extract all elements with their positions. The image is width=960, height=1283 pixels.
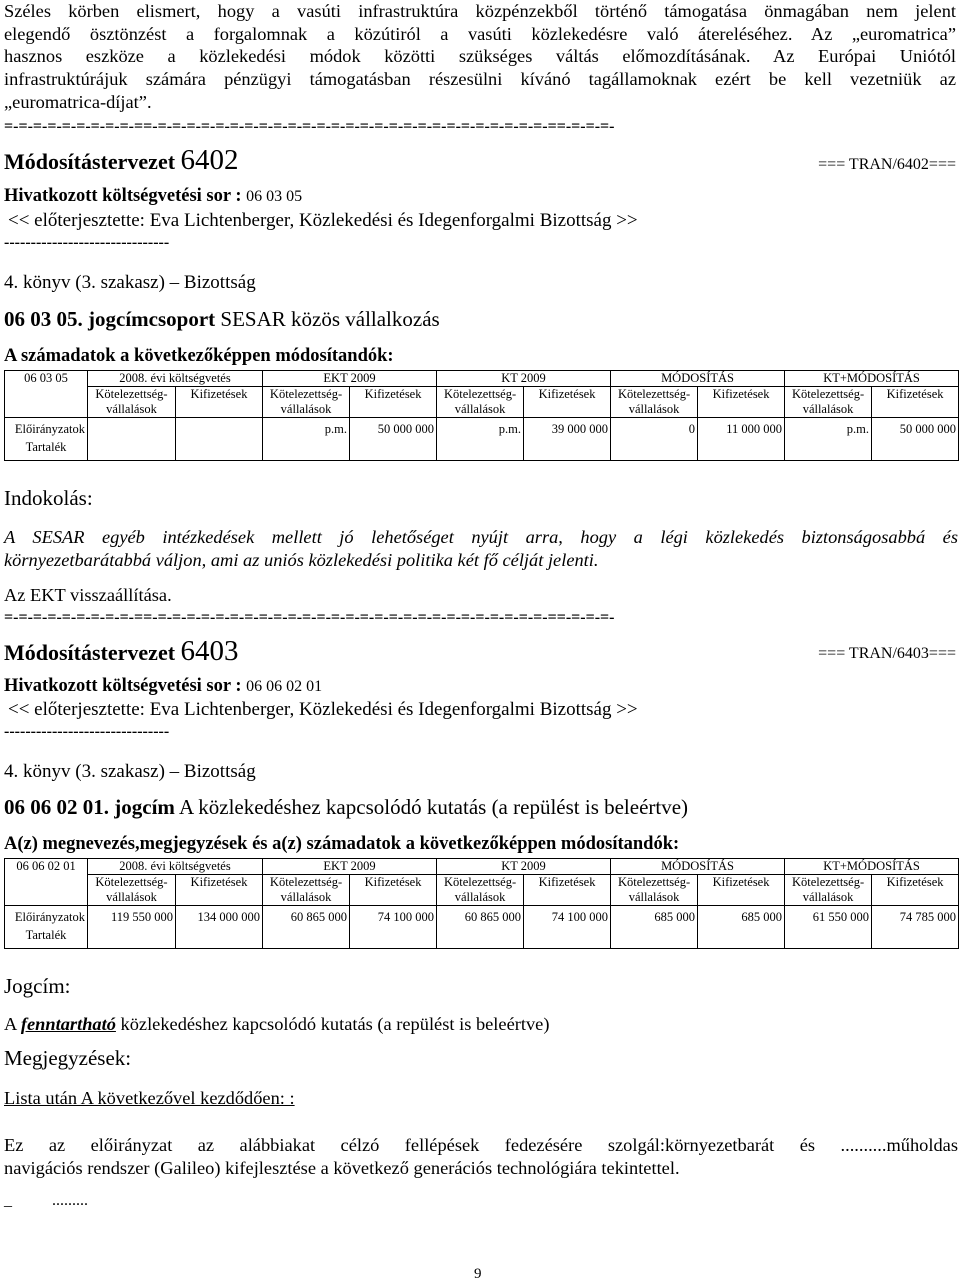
- intro-line: Széles körben elismert, hogy a vasúti infrastruktúra közpénzekből történő támogatása önmagában nem jelent: [4, 1, 956, 21]
- submitted-by: << előterjesztette: Eva Lichtenberger, Közlekedési és Idegenforgalmi Bizottság >>: [8, 210, 638, 231]
- col-kt-2009: KT 2009: [437, 371, 611, 387]
- dash-line: -------------------------------: [4, 234, 170, 251]
- justification-heading: Indokolás:: [4, 486, 93, 510]
- col-kt-plus-modification: KT+MÓDOSÍTÁS: [785, 859, 959, 875]
- payments-header: Kifizetések: [872, 875, 959, 906]
- table-cell: 74 100 000: [524, 906, 611, 949]
- row-label-appropriations: Előirányzatok: [14, 910, 85, 924]
- amendment-title-label: Módosítástervezet: [4, 149, 176, 174]
- budget-heading: [4, 795, 688, 820]
- amendment-number: 6402: [180, 144, 239, 176]
- remarks-text: Ez az előirányzat az alábbiakat célzó fellépések fedezésére szolgál:környezetbarát és ..........műholdas navigációs rendszer (Galileo) kifejlesztése a következő generációs technológiára tekintettel.: [4, 1135, 958, 1178]
- tran-reference: === TRAN/6402===: [818, 156, 956, 173]
- budget-heading: [4, 307, 440, 332]
- budget-line-value: 06 06 02 01: [246, 678, 323, 695]
- row-label-reserve: Tartalék: [25, 440, 67, 454]
- table-cell: 60 865 000: [263, 906, 350, 949]
- budget-heading-text: A közlekedéshez kapcsolódó kutatás (a repülést is beleértve): [174, 795, 689, 819]
- table-cell: 0: [611, 418, 698, 461]
- payments-header: Kifizetések: [698, 875, 785, 906]
- intro-line: infrastruktúrájuk számára pénzügyi támogatásban részesülni kívánó tagállamoknak ezért be kell vezetniük az: [4, 69, 956, 90]
- commitments-header: Kötelezettség- vállalások: [88, 387, 176, 418]
- budget-table: [4, 370, 959, 461]
- table-cell: [176, 418, 263, 461]
- payments-header: Kifizetések: [872, 387, 959, 418]
- budget-table: [4, 858, 959, 949]
- separator-line: =-=-=-=-=-=-=-=-=-==-=-=-=-=-=-=-=-=-=-=-=-=-=-=-=-=-=-=-=-=-=-=-=-=-=-=-=-==-=-=-=-: [4, 609, 615, 626]
- col-kt-plus-modification: KT+MÓDOSÍTÁS: [785, 371, 959, 387]
- budget-code: 06 06 02 01: [5, 859, 88, 875]
- payments-header: Kifizetések: [176, 387, 263, 418]
- payments-header: Kifizetések: [698, 387, 785, 418]
- amendment-title-label: Módosítástervezet: [4, 640, 176, 665]
- page-number: 9: [474, 1266, 482, 1282]
- table-cell: p.m.: [263, 418, 350, 461]
- table-cell: 50 000 000: [350, 418, 437, 461]
- tran-reference: === TRAN/6403===: [818, 645, 956, 662]
- amendment-title: [4, 635, 239, 668]
- payments-header: Kifizetések: [350, 387, 437, 418]
- commitments-header: Kötelezettség- vállalások: [263, 875, 350, 906]
- amendment-title: [4, 144, 239, 177]
- intro-line: hasznos eszköze a közlekedési módok közötti szükséges váltás előmozdításának. Az Európai Uniótól: [4, 46, 956, 67]
- budget-line-reference: [4, 676, 322, 697]
- payments-header: Kifizetések: [524, 875, 611, 906]
- list-after-note: Lista után A következővel kezdődően: :: [4, 1088, 295, 1108]
- col-budget-2008: 2008. évi költségvetés: [88, 371, 263, 387]
- budget-heading-code: 06 06 02 01. jogcím: [4, 795, 175, 819]
- table-cell: 74 785 000: [872, 906, 959, 949]
- col-ekt-2009: EKT 2009: [263, 371, 437, 387]
- inserted-word: fenntartható: [20, 1014, 116, 1034]
- table-cell: p.m.: [785, 418, 872, 461]
- row-label-appropriations: Előirányzatok: [14, 422, 85, 436]
- table-row: [5, 418, 959, 461]
- table-cell: 39 000 000: [524, 418, 611, 461]
- table-cell: 11 000 000: [698, 418, 785, 461]
- budget-code: 06 03 05: [5, 371, 88, 387]
- trailing-marks: _ .........: [4, 1192, 88, 1209]
- separator-line: =-=-=-=-=-=-=-=-=-==-=-=-=-=-=-=-=-=-=-=-=-=-=-=-=-=-=-=-=-=-=-=-=-=-=-=-=-==-=-=-=-: [4, 118, 615, 135]
- commitments-header: Kötelezettség- vállalások: [611, 387, 698, 418]
- title-text: A fenntartható közlekedéshez kapcsolódó kutatás (a repülést is beleértve): [4, 1014, 550, 1034]
- payments-header: Kifizetések: [350, 875, 437, 906]
- modification-heading: A(z) megnevezés,megjegyzések és a(z) számadatok a következőképpen módosítandók:: [4, 834, 680, 854]
- restore-note: Az EKT visszaállítása.: [4, 585, 172, 605]
- commitments-header: Kötelezettség- vállalások: [611, 875, 698, 906]
- commitments-header: Kötelezettség- vállalások: [785, 875, 872, 906]
- budget-line-label: Hivatkozott költségvetési sor :: [4, 676, 242, 696]
- justification-text: A SESAR egyéb intézkedések mellett jó lehetőséget nyújt arra, hogy a légi közlekedés biztonságosabbá és környezetbarátabbá váljon, ami az uniós közlekedési politika két fő célját jelenti.: [4, 527, 958, 570]
- table-row: [5, 906, 959, 949]
- payments-header: Kifizetések: [524, 387, 611, 418]
- row-label-reserve: Tartalék: [25, 928, 67, 942]
- table-cell: 60 865 000: [437, 906, 524, 949]
- budget-heading-text: SESAR közös vállalkozás: [215, 307, 440, 331]
- budget-line-reference: [4, 186, 302, 207]
- table-cell: 685 000: [698, 906, 785, 949]
- table-cell: 74 100 000: [350, 906, 437, 949]
- table-cell: 685 000: [611, 906, 698, 949]
- col-modification: MÓDOSÍTÁS: [611, 371, 785, 387]
- title-heading: Jogcím:: [4, 974, 71, 998]
- budget-heading-code: 06 03 05. jogcímcsoport: [4, 307, 216, 331]
- col-budget-2008: 2008. évi költségvetés: [88, 859, 263, 875]
- commitments-header: Kötelezettség- vállalások: [88, 875, 176, 906]
- table-cell: 50 000 000: [872, 418, 959, 461]
- intro-paragraph: [4, 0, 956, 114]
- submitted-by: << előterjesztette: Eva Lichtenberger, Közlekedési és Idegenforgalmi Bizottság >>: [8, 699, 638, 720]
- commitments-header: Kötelezettség- vállalások: [437, 875, 524, 906]
- col-modification: MÓDOSÍTÁS: [611, 859, 785, 875]
- table-cell: [88, 418, 176, 461]
- dash-line: -------------------------------: [4, 723, 170, 740]
- commitments-header: Kötelezettség- vállalások: [263, 387, 350, 418]
- table-cell: 119 550 000: [88, 906, 176, 949]
- table-cell: 134 000 000: [176, 906, 263, 949]
- book-section: 4. könyv (3. szakasz) – Bizottság: [4, 272, 256, 293]
- amendment-number: 6403: [180, 635, 239, 667]
- table-cell: p.m.: [437, 418, 524, 461]
- payments-header: Kifizetések: [176, 875, 263, 906]
- budget-line-value: 06 03 05: [246, 188, 303, 205]
- col-ekt-2009: EKT 2009: [263, 859, 437, 875]
- remarks-heading: Megjegyzések:: [4, 1046, 132, 1070]
- commitments-header: Kötelezettség- vállalások: [785, 387, 872, 418]
- intro-line: „euromatrica-díjat”.: [4, 91, 152, 112]
- intro-line: elegendő ösztönzést a forgalomnak a közútiról a vasúti közlekedésre való átereléséhez. Az „euromatrica”: [4, 23, 956, 44]
- table-cell: 61 550 000: [785, 906, 872, 949]
- commitments-header: Kötelezettség- vállalások: [437, 387, 524, 418]
- budget-line-label: Hivatkozott költségvetési sor :: [4, 186, 242, 206]
- book-section: 4. könyv (3. szakasz) – Bizottság: [4, 761, 256, 782]
- col-kt-2009: KT 2009: [437, 859, 611, 875]
- modification-heading: A számadatok a következőképpen módosítandók:: [4, 346, 394, 366]
